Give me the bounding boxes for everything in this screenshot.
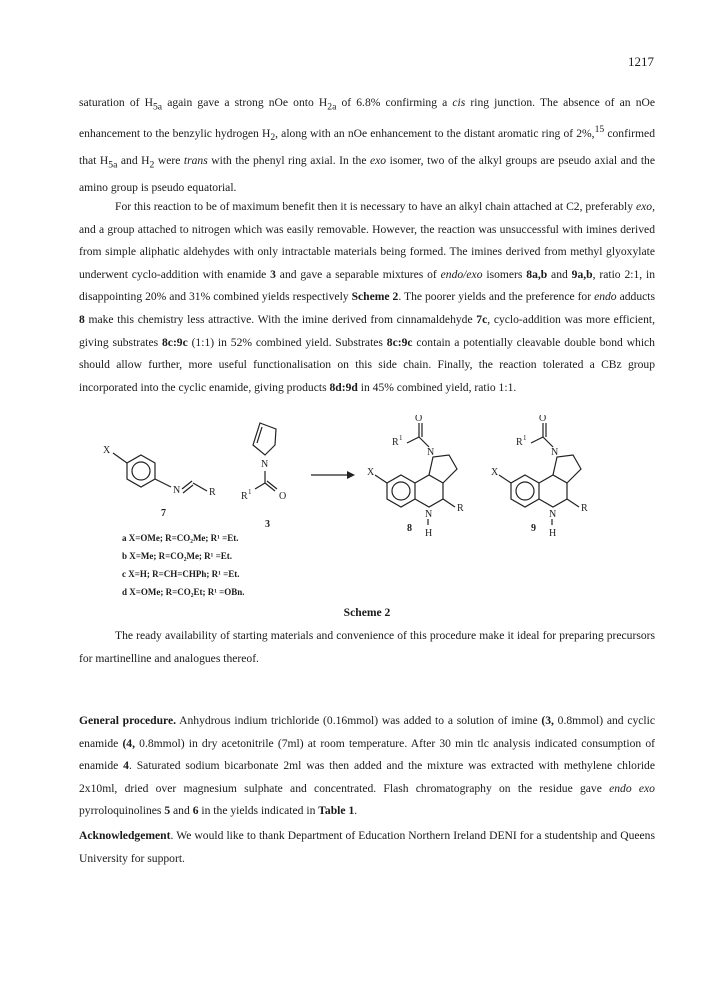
svg-text:X: X — [367, 467, 375, 478]
svg-text:N: N — [427, 447, 435, 458]
scheme-caption: Scheme 2 — [343, 606, 391, 619]
svg-text:N: N — [425, 509, 433, 520]
reaction-arrow — [311, 471, 355, 479]
svg-text:X: X — [491, 467, 499, 478]
svg-text:8: 8 — [407, 523, 412, 534]
svg-text:X: X — [103, 445, 111, 456]
paragraph-reaction-scope: For this reaction to be of maximum benefit then it is necessary to have an alkyl chain attached at C2, preferably exo, and a group attached to nitrogen which was easily removable. However, the reaction was unsuccessful with imines derived from simple aliphatic aldehydes with only intractable materials being formed. The imines derived from methyl glyoxylate underwent cyclo-addition with enamide 3 and gave a separable mixtures of endo/exo isomers 8a,b and 9a,b, ratio 2:1, in disappointing 20% and 31% combined yields respectively Scheme 2. The poorer yields and the preference for endo adducts 8 make this chemistry less attractive. With the imine derived from cinnamaldehyde 7c, cyclo-addition was more efficient, giving substrates 8c:9c (1:1) in 52% combined yield. Substrates 8c:9c contain a potentially cleavable double bond which should allow further, more useful functionalisation on this side chain. Finally, the reaction tolerated a CBz group incorporated into the cyclic enamide, giving products 8d:9d in 45% combined yield, ratio 1:1. — [79, 200, 656, 394]
svg-text:R: R — [457, 503, 464, 514]
svg-text:9: 9 — [531, 523, 536, 534]
svg-text:H: H — [425, 528, 433, 539]
svg-text:7: 7 — [161, 508, 166, 519]
svg-text:1: 1 — [523, 434, 527, 442]
svg-text:N: N — [549, 509, 557, 520]
reaction-scheme — [79, 415, 655, 605]
legend-entry-a: a X=OMe; R=CO₂Me; R¹ =Et. — [122, 533, 239, 543]
svg-text:R: R — [581, 503, 588, 514]
svg-text:O: O — [415, 415, 423, 424]
enamide-3-structure — [241, 423, 286, 530]
paragraph-conclusion: The ready availability of starting materials and convenience of this procedure make it ideal for preparing precursors for martinelline and analogues thereof. — [79, 629, 655, 665]
svg-text:H: H — [549, 528, 557, 539]
scheme-legend — [122, 529, 245, 601]
svg-text:N: N — [261, 459, 269, 470]
svg-text:R: R — [209, 487, 216, 498]
svg-text:3: 3 — [265, 519, 270, 530]
svg-text:R: R — [516, 437, 523, 448]
svg-text:O: O — [279, 491, 287, 502]
svg-text:N: N — [551, 447, 559, 458]
svg-text:R: R — [392, 437, 399, 448]
svg-text:R: R — [241, 491, 248, 502]
legend-entry-d: d X=OMe; R=CO₂Et; R¹ =OBn. — [122, 587, 245, 597]
paragraph-general-procedure: General procedure. Anhydrous indium trichloride (0.16mmol) was added to a solution of imine (3, 0.8mmol) and cyclic enamide (4, 0.8mmol) in dry acetonitrile (7ml) at room temperature. After 30 min tlc analysis indicated consumption of enamide 4. Saturated sodium bicarbonate 2ml was then added and the mixture was extracted with methylene chloride 2x10ml, dried over magnesium sulphate and concentrated. Flash chromatography on the residue gave endo exo pyrroloquinolines 5 and 6 in the yields indicated in Table 1. — [79, 714, 655, 818]
imine-7-structure — [103, 445, 216, 519]
legend-entry-c: c X=H; R=CH=CHPh; R¹ =Et. — [122, 569, 240, 579]
page-number: 1217 — [628, 54, 654, 69]
legend-entry-b: b X=Me; R=CO₂Me; R¹ =Et. — [122, 551, 233, 561]
product-8-structure — [367, 415, 464, 539]
paragraph-acknowledgement: Acknowledgement. We would like to thank Department of Education Northern Ireland DENI for a studentship and Queens University for support. — [79, 829, 655, 865]
svg-text:O: O — [539, 415, 547, 424]
svg-text:N: N — [173, 485, 181, 496]
svg-text:1: 1 — [399, 434, 403, 442]
paragraph-noe-results: saturation of $H_{5a}$ again gave a strong nOe onto $H_{2a}$ of 6.8% confirming a cis ring junction. The absence of an nOe enhancement to the benzylic hydrogen $H_2$, along with an nOe enhancement to the distant aromatic ring of 2%,$^{15}$ confirmed that $H_{5a}$ and $H_2$ were trans with the phenyl ring axial. In the exo isomer, two of the alkyl groups are pseudo axial and the amino group is pseudo equatorial. — [79, 96, 656, 194]
product-9-structure — [491, 415, 588, 539]
svg-text:1: 1 — [248, 488, 252, 496]
